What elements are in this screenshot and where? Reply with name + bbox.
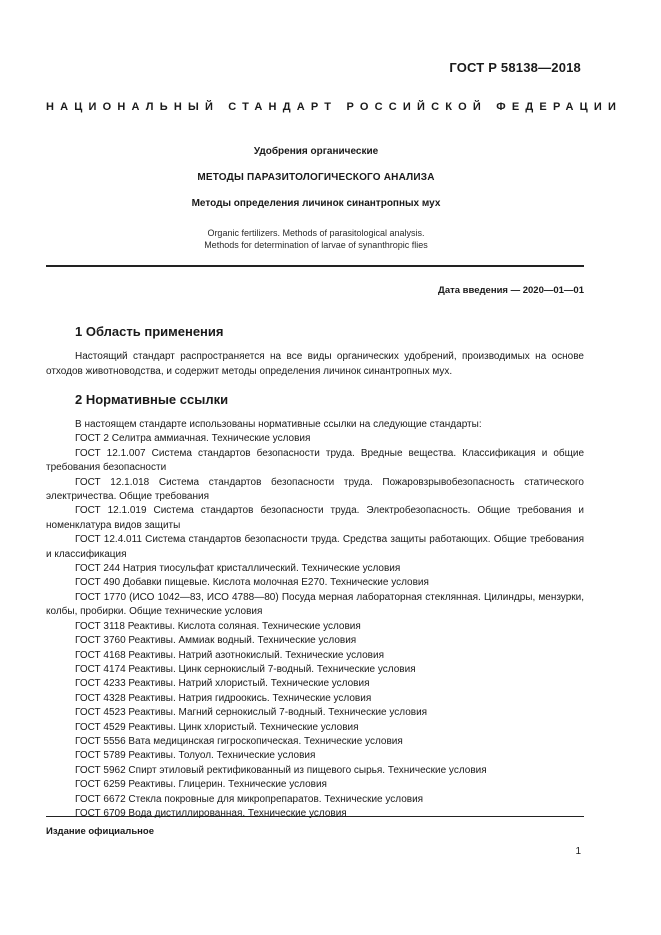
title-divider xyxy=(46,265,584,267)
reference-item: ГОСТ 6709 Вода дистиллированная. Технические условия xyxy=(75,807,347,819)
reference-item: ГОСТ 244 Натрия тиосульфат кристаллический. Технические условия xyxy=(75,563,401,575)
national-standard-banner: НАЦИОНАЛЬНЫЙ СТАНДАРТ РОССИЙСКОЙ ФЕДЕРАЦИИ xyxy=(46,101,623,113)
official-edition-label: Издание официальное xyxy=(46,826,154,837)
section-1-text: Настоящий стандарт распространяется на все виды органических удобрений, производимых на основе отходов животноводства, и содержит методы определения личинок синантропных мух. xyxy=(46,351,584,377)
reference-item: ГОСТ 3760 Реактивы. Аммиак водный. Технические условия xyxy=(75,635,357,647)
reference-item: ГОСТ 490 Добавки пищевые. Кислота молочная Е270. Технические условия xyxy=(75,577,429,589)
english-title xyxy=(46,227,586,251)
reference-item: ГОСТ 12.1.018 Система стандартов безопасности труда. Пожаровзрывобезопасность статического электричества. Общие требования xyxy=(46,476,584,503)
section-1-heading: 1 Область применения xyxy=(75,324,224,339)
reference-item: ГОСТ 4328 Реактивы. Натрия гидроокись. Технические условия xyxy=(75,692,372,704)
reference-item: ГОСТ 2 Селитра аммиачная. Технические условия xyxy=(75,433,311,445)
english-title-line-2: Methods for determination of larvae of synanthropic flies xyxy=(204,240,428,250)
document-title: МЕТОДЫ ПАРАЗИТОЛОГИЧЕСКОГО АНАЛИЗА xyxy=(197,172,435,183)
english-title-line-1: Organic fertilizers. Methods of parasitological analysis. xyxy=(207,228,425,238)
document-methods-title: Методы определения личинок синантропных мух xyxy=(191,198,441,209)
introduction-date: Дата введения — 2020—01—01 xyxy=(438,285,584,296)
reference-item: ГОСТ 3118 Реактивы. Кислота соляная. Технические условия xyxy=(75,620,361,632)
reference-item: ГОСТ 5962 Спирт этиловый ректификованный из пищевого сырья. Технические условия xyxy=(75,764,487,776)
document-subtitle: Удобрения органические xyxy=(253,146,379,157)
references-intro: В настоящем стандарте использованы нормативные ссылки на следующие стандарты: xyxy=(75,419,482,430)
reference-item: ГОСТ 4529 Реактивы. Цинк хлористый. Технические условия xyxy=(75,721,359,733)
reference-item: ГОСТ 12.1.019 Система стандартов безопасности труда. Электробезопасность. Общие требования и номенклатура видов защиты xyxy=(46,505,584,531)
section-2-heading: 2 Нормативные ссылки xyxy=(75,392,229,407)
normative-references-list xyxy=(46,418,584,821)
reference-item: ГОСТ 4174 Реактивы. Цинк сернокислый 7-водный. Технические условия xyxy=(75,663,416,675)
document-code: ГОСТ Р 58138—2018 xyxy=(449,60,581,75)
reference-item: ГОСТ 6259 Реактивы. Глицерин. Технические условия xyxy=(75,779,327,791)
reference-item: ГОСТ 5556 Вата медицинская гигроскопическая. Технические условия xyxy=(75,735,403,747)
footer-divider xyxy=(46,816,584,817)
reference-item: ГОСТ 4233 Реактивы. Натрий хлористый. Технические условия xyxy=(75,678,370,690)
reference-item: ГОСТ 12.1.007 Система стандартов безопасности труда. Вредные вещества. Классификация и общие требования безопасности xyxy=(46,447,584,474)
reference-item: ГОСТ 6672 Стекла покровные для микропрепаратов. Технические условия xyxy=(75,793,424,805)
reference-item: ГОСТ 4168 Реактивы. Натрий азотнокислый. Технические условия xyxy=(75,649,384,661)
reference-item: ГОСТ 1770 (ИСО 1042—83, ИСО 4788—80) Посуда мерная лабораторная стеклянная. Цилиндры, мензурки, колбы, пробирки. Общие технические условия xyxy=(46,591,584,618)
reference-item: ГОСТ 5789 Реактивы. Толуол. Технические условия xyxy=(75,750,316,762)
page-number: 1 xyxy=(575,846,581,857)
reference-item: ГОСТ 4523 Реактивы. Магний сернокислый 7-водный. Технические условия xyxy=(75,707,428,719)
reference-item: ГОСТ 12.4.011 Система стандартов безопасности труда. Средства защиты работающих. Общие требования и классификация xyxy=(46,534,584,560)
